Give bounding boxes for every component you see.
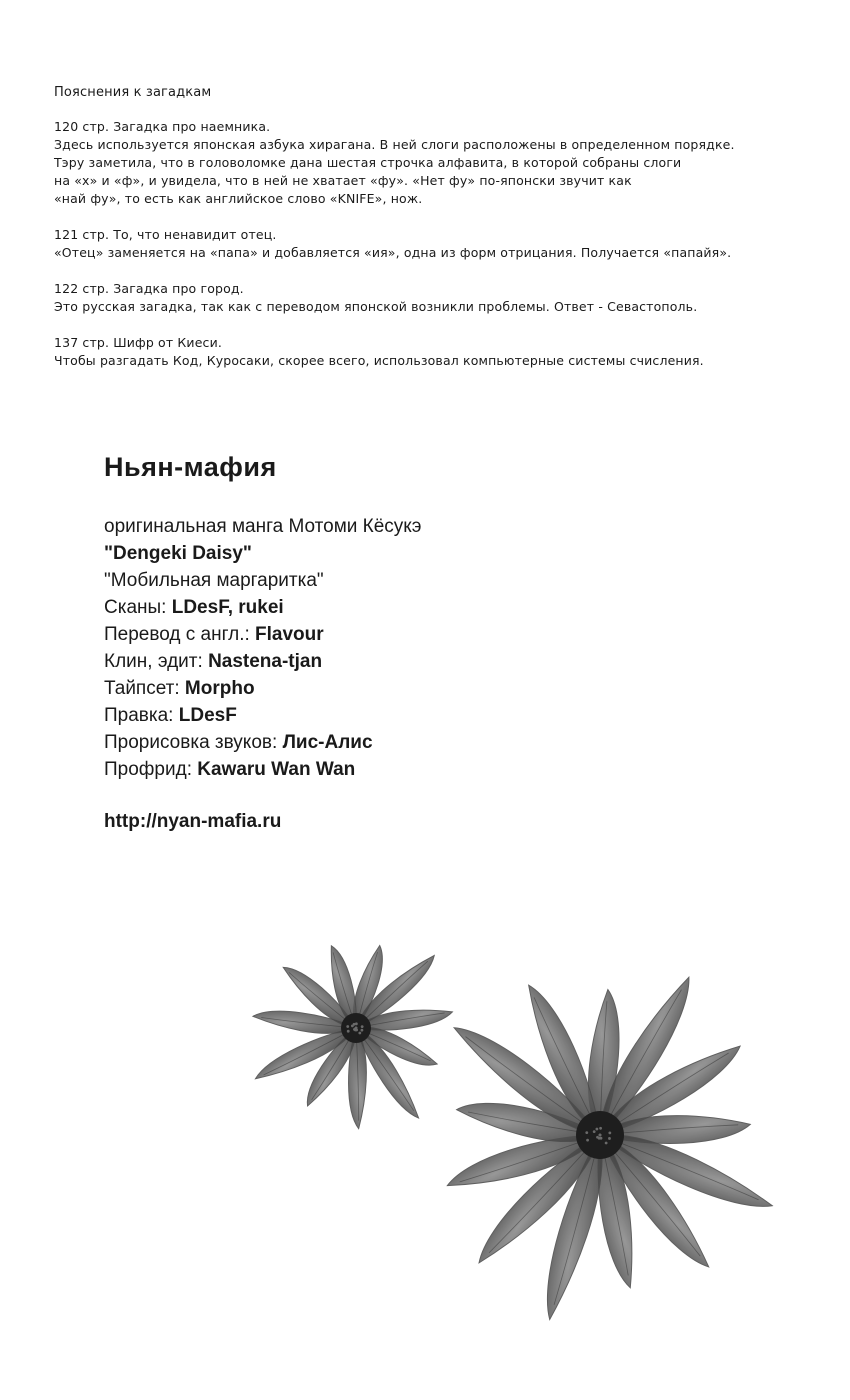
- note-section: [54, 118, 824, 208]
- credit-label: Клин, эдит:: [104, 651, 209, 672]
- center-speck: [596, 1128, 599, 1131]
- note-line: 122 стр. Загадка про город.: [54, 281, 244, 296]
- note-line: Здесь используется японская азбука хирагана. В ней слоги расположены в определенном порядке.: [54, 137, 735, 152]
- center-speck: [608, 1137, 611, 1140]
- notes-heading: Пояснения к загадкам: [54, 85, 212, 100]
- credit-label: Тайпсет:: [104, 678, 185, 699]
- credit-label: Профрид:: [104, 759, 198, 780]
- title-english: [104, 540, 604, 567]
- center-speck: [347, 1030, 350, 1033]
- original-credit: оригинальная манга Мотоми Кёсукэ: [104, 516, 422, 537]
- center-speck: [351, 1024, 354, 1027]
- team-title: Ньян-мафия: [104, 452, 277, 482]
- credit-proofread: [104, 756, 604, 783]
- center-speck: [358, 1032, 361, 1035]
- credit-typeset: [104, 675, 604, 702]
- center-speck: [586, 1139, 589, 1142]
- credit-label: Правка:: [104, 705, 179, 726]
- note-line: Чтобы разгадать Код, Куросаки, скорее всего, использовал компьютерные системы счисления.: [54, 353, 704, 368]
- title-russian: "Мобильная маргаритка": [104, 570, 324, 591]
- center-speck: [346, 1025, 349, 1028]
- credit-edit: [104, 702, 604, 729]
- note-line: «Отец» заменяется на «папа» и добавляется «ия», одна из форм отрицания. Получается «папайя».: [54, 245, 732, 260]
- note-line: Тэру заметила, что в головоломке дана шестая строчка алфавита, в которой собраны слоги: [54, 155, 682, 170]
- credit-value: LDesF: [178, 705, 237, 726]
- center-speck: [361, 1029, 364, 1032]
- credit-sfx: [104, 729, 604, 756]
- credit-value: Morpho: [184, 678, 255, 699]
- credits-block: [104, 452, 604, 833]
- center-speck: [355, 1029, 358, 1032]
- title-english-text: "Dengeki Daisy": [104, 543, 252, 564]
- credit-value: Kawaru Wan Wan: [197, 759, 356, 780]
- note-line: Это русская загадка, так как с переводом японской возникли проблемы. Ответ - Севастополь.: [54, 299, 698, 314]
- center-speck: [361, 1025, 364, 1028]
- credit-translation: [104, 621, 604, 648]
- credit-scans: [104, 594, 604, 621]
- large-flower: [441, 967, 780, 1324]
- note-line: «най фу», то есть как английское слово «KNIFE», нож.: [54, 191, 423, 206]
- center-speck: [593, 1130, 596, 1133]
- center-speck: [599, 1134, 602, 1137]
- center-speck: [600, 1137, 603, 1140]
- center-speck: [608, 1131, 611, 1134]
- credit-value: Nastena-tjan: [208, 651, 323, 672]
- credit-label: Прорисовка звуков:: [104, 732, 283, 753]
- note-section: [54, 334, 824, 370]
- center-speck: [585, 1131, 588, 1134]
- note-line: 137 стр. Шифр от Киеси.: [54, 335, 222, 350]
- credit-label: Сканы:: [104, 597, 172, 618]
- credit-value: Flavour: [255, 624, 324, 645]
- note-section: [54, 226, 824, 262]
- credit-label: Перевод с англ.:: [104, 624, 256, 645]
- center-speck: [599, 1127, 602, 1130]
- credit-value: LDesF, rukei: [171, 597, 284, 618]
- flower-illustration: [250, 920, 820, 1340]
- website-link[interactable]: http://nyan-mafia.ru: [104, 811, 282, 832]
- credit-value: Лис-Алис: [282, 732, 373, 753]
- small-flower: [253, 943, 454, 1129]
- note-line: 121 стр. То, что ненавидит отец.: [54, 227, 277, 242]
- note-section: [54, 280, 824, 316]
- center-speck: [605, 1142, 608, 1145]
- riddle-notes: [54, 84, 824, 388]
- note-line: 120 стр. Загадка про наемника.: [54, 119, 271, 134]
- credit-clean: [104, 648, 604, 675]
- note-line: на «х» и «ф», и увидела, что в ней не хватает «фу». «Нет фу» по-японски звучит как: [54, 173, 632, 188]
